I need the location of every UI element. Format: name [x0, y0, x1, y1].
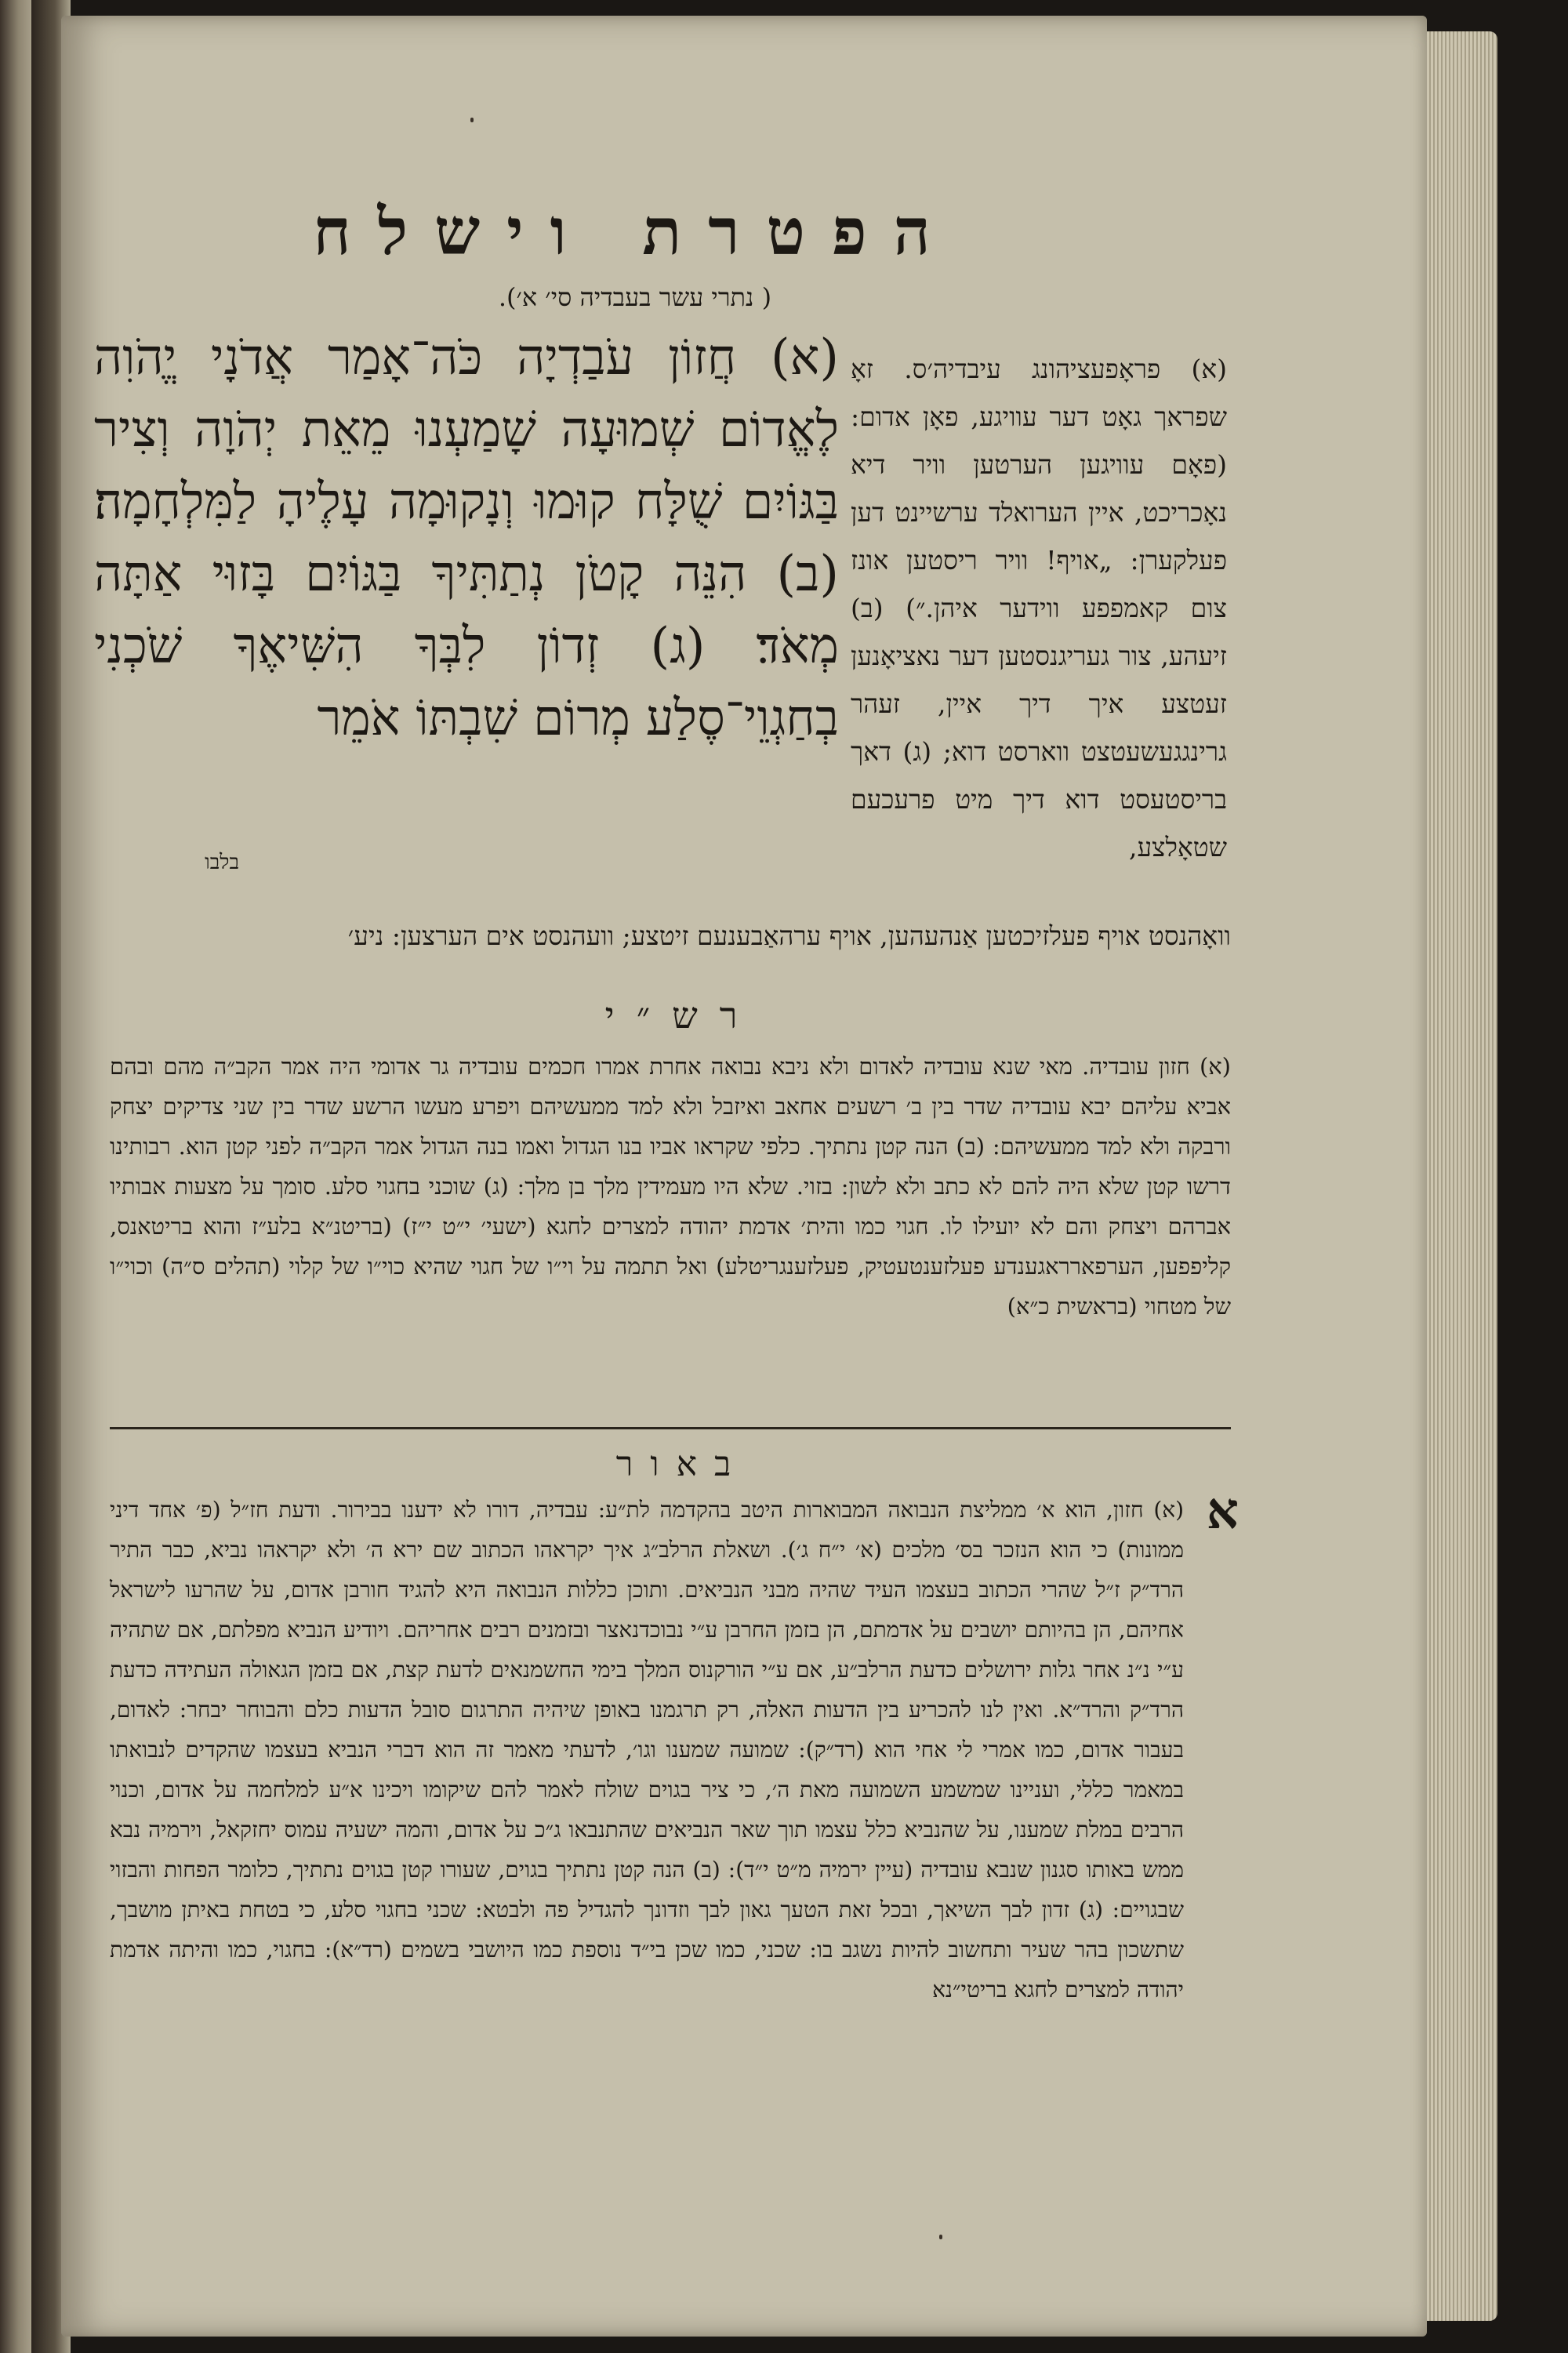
yiddish-translation-continued: וואָהנסט אויף פעלזיכטען אַנהעהען, אויף ערהאַבענעם זיטצע; וועהנסט אים הערצען: ניע׳	[347, 921, 1231, 951]
rashi-heading: רש״י	[604, 994, 760, 1037]
yiddish-translation: (א) פראָפעציהונג עיבדיה׳ס. זאָ שפראך גאָט דער עוויגע, פאָן אדום: (פאָם עוויגען הערטען וויר דיא נאָכריכט, איין הערואלד ערשיינט דען פעלקערן: „אויף! וויר ריסטען אונז צום קאמפפע ווידער איהן.״) (ב) זיעהע, צור געריגנסטען דער נאציאָנען זעטצע איך דיך איין, זעהר גרינגגעשעטצט ווארסט דוא; (ג) דאך בריסטעסט דוא דיך מיט פרעכעם שטאָלצע,	[851, 354, 1227, 862]
page-subtitle: ( נתרי עשר בעבדיה סי׳ א׳).	[498, 282, 772, 312]
hebrew-verses: (א) חֲזוֹן עֹבַדְיָה כֹּה־אָמַר אֲדֹנָי יֱהֹוִה לֶאֱדוֹם שְׁמוּעָה שָׁמַעְנוּ מֵאֵת יְהֹוָה וְצִיר בַּגּוֹיִם שֻׁלָּח קוּמוּ וְנָקוּמָה עָלֶיהָ לַמִּלְחָמָה׃ (ב) הִנֵּה קָטֹן נְתַתִּיךָ בַּגּוֹיִם בָּזוּי אַתָּה מְאֹד׃ (ג) זְדוֹן לִבְּךָ הִשִּׁיאֶךָ שֹׁכְנִי בְחַגְוֵי־סֶלַע מְרוֹם שִׁבְתּוֹ אֹמֵר	[94, 329, 839, 746]
rashi-commentary: (א) חזון עובדיה. מאי שנא עובדיה לאדום ולא ניבא נבואה אחרת אמרו חכמים עובדיה גר אדומי היה אמר הקב״ה מהם ובהם אביא עליהם יבא עובדיה שדר בין ב׳ רשעים אחאב ואיזבל ולא למד ממעשיהם ויפרע מעשו הרשע שדר בין שני צדיקים יצחק ורבקה ולא למד ממעשיהם: (ב) הנה קטן נתתיך. כלפי שקראו אביו בנו הגדול ואמו בנה הגדול אמר הקב״ה לפני קטן הוא. רבותינו דרשו קטן שלא היה להם לא כתב ולא לשון: בזוי. שלא היו מעמידין מלך בן מלך: (ג) שוכני בחגוי סלע. סומך על מצעות אבותיו אברהם ויצחק והם לא יועילו לו. חגוי כמו והית׳ אדמת יהודה למצרים לחגא (ישעי׳ י״ט י״ז) (בריטנ״א בלע״ז והוא בריטאנס, קליפפען, הערפארראגענדע פעלזענטעטיק, פעלזענגריטלע) ואל תתמה על וי״ו של חגוי שהיא כוי״ו של קלוי (תהלים ס״ה) וכוי״ו של מטחוי (בראשית כ״א)	[110, 1053, 1231, 1320]
biur-commentary: (א) חזון, הוא א׳ ממליצת הנבואה המבוארות היטב בהקדמה לת״ע: עבדיה, דורו לא ידענו בבירור. ודעת חז״ל (פ׳ אחד דיני ממונות) כי הוא הנזכר בס׳ מלכים (א׳ י״ח ג׳). ושאלת הרלב״ג איך יקראהו הכתוב שם ירא ה׳ ולא יקראהו נביא, כבר התיר הרד״ק ז״ל שהרי הכתוב בעצמו העיד שהיה מבני הנביאים. ותוכן כללות הנבואה היא להגיד חורבן אדום, על שהרעו לישראל אחיהם, הן בהיותם יושבים על אדמתם, הן בזמן החרבן ע״י נבוכדנאצר ובזמנים רבים אחריהם. ויודיע הנביא מפלתם, אם שתהיה ע״י נ״נ אחר גלות ירושלים כדעת הרלב״ע, אם ע״י הורקנוס המלך בימי החשמנאים לדעת קצת, אם בזמן הגאולה העתידה כדעת הרד״ק והרד״א. ואין לנו להכריע בין הדעות האלה, רק תרגמנו באופן שיהיה התרגום סובל הדעות כלם והבוחר יבחר: לאדום, בעבור אדום, כמו אמרי לי אחי הוא (רד״ק): שמועה שמענו וגו׳, לדעתי מאמר זה הוא דברי הנביא בעצמו שהקדים לנבואתו במאמר כללי, ועניינו שמשמע השמועה מאת ה׳, כי ציר בגוים שולח לאמר להם שיקומו ויכינו א״ע למלחמה על אדום, וכנוי הרבים במלת שמענו, על שהנביא כלל עצמו תוך שאר הנביאים שהתנבאו ג״כ על אדום, והמה ישעיה עמוס יחזקאל, וירמיה נבא ממש באותו סגנון שנבא עובדיה (עיין ירמיה מ״ט י״ד): (ב) הנה קטן נתתיך בגוים, שעורו קטן בגוים נתתיך, כלומר הפחות והבזוי שבגויים: (ג) זדון לבך השיאך, ובכל זאת הטעך גאון לבך וזדונך להגדיל פה ולבטא: שכני בחגוי סלע, כי בטחת באיתן מושבך, שתשכון בהר שעיר ותחשוב להיות נשגב בו: שכני, כמו שכן בי״ד נוספת כמו היושבי בשמים (רד״א): בחגוי, כמו והיתה אדמת יהודה למצרים לחגא בריטי״נא	[110, 1497, 1185, 2003]
biur-heading: באור	[615, 1444, 749, 1484]
catchword: בלבו	[205, 851, 239, 874]
page-stack-edge	[1427, 31, 1497, 2321]
ink-speck	[939, 2235, 942, 2239]
page-title: הפטרת וישלח	[313, 194, 957, 270]
ink-speck	[470, 118, 474, 122]
biur-initial-letter: א	[1206, 1482, 1239, 1541]
section-divider	[110, 1427, 1231, 1429]
